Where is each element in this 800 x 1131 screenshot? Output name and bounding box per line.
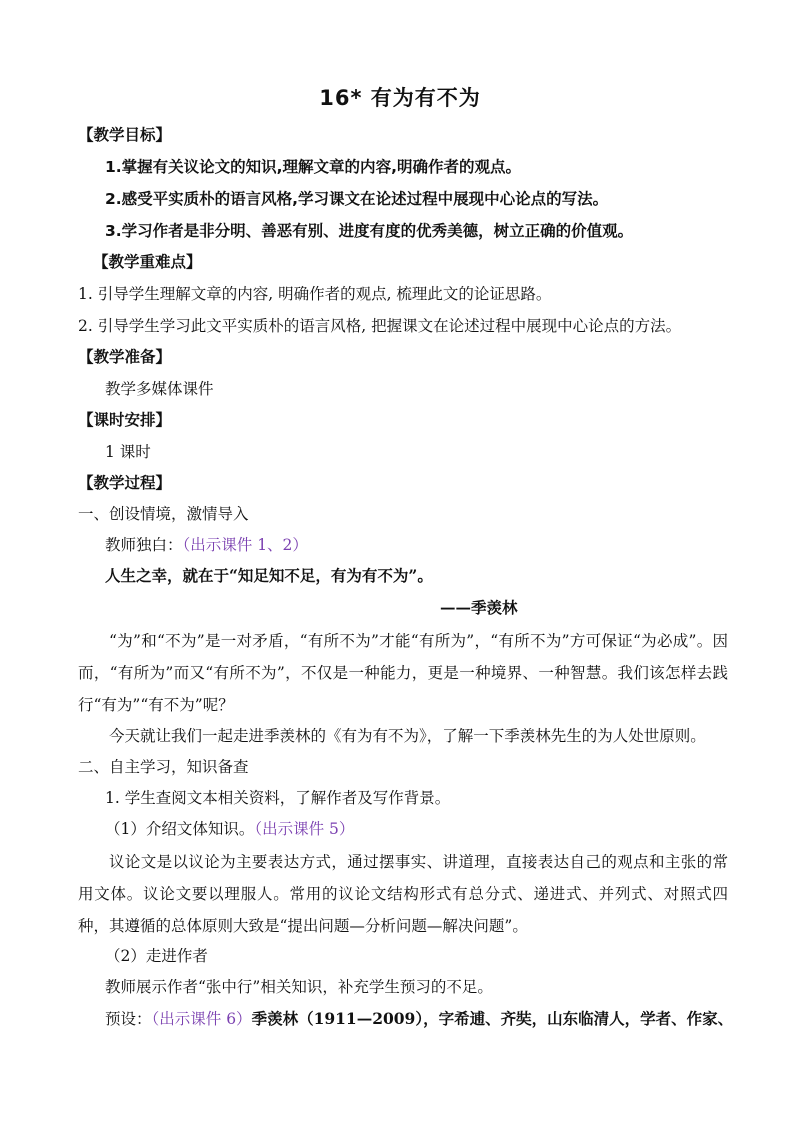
paragraph-genre: 议论文是以议论为主要表达方式，通过摆事实、讲道理，直接表达自己的观点和主张的常用文体。议论文要以理服人。常用的议论文结构形式有总分式、递进式、并列式、对照式四种，其遵循的总体原则大致是“提出问题—分析问题—解决问题”。 [78, 853, 728, 935]
teacher-monologue-line [105, 534, 308, 556]
part-heading-2: 二、自主学习，知识备查 [78, 758, 249, 776]
sub-item-2: （2）走进作者 [105, 947, 208, 965]
quote-author: ——季羡林 [440, 598, 518, 617]
page-title: 16* 有为有不为 [319, 86, 481, 110]
teacher-monologue-label: 教师独白： [105, 536, 183, 554]
section-heading-schedule: 【课时安排】 [78, 410, 172, 429]
section-heading-key-points: 【教学重难点】 [93, 252, 202, 271]
step-item-1: 1. 学生查阅文本相关资料，了解作者及写作背景。 [105, 789, 451, 807]
sub-item-1 [105, 818, 354, 840]
section-heading-prep: 【教学准备】 [78, 347, 172, 366]
slide-reference-1: （出示课件 1、2） [182, 536, 308, 554]
goal-item-1: 1.掌握有关议论文的知识,理解文章的内容,明确作者的观点。 [105, 158, 521, 176]
section-heading-goals: 【教学目标】 [78, 125, 172, 144]
author-bio: 季羡林（1911—2009），字希逋、齐奘，山东临清人，学者、作家、 [251, 1009, 734, 1028]
slide-reference-5: （出示课件 5） [254, 820, 355, 838]
paragraph-lead-in: 今天就让我们一起走进季羡林的《有为有不为》，了解一下季羡林先生的为人处世原则。 [109, 727, 706, 745]
goal-item-2: 2.感受平实质朴的语言风格,学习课文在论述过程中展现中心论点的写法。 [105, 190, 609, 208]
slide-reference-6: （出示课件 6） [151, 1010, 252, 1028]
key-point-1: 1. 引导学生理解文章的内容, 明确作者的观点, 梳理此文的论证思路。 [78, 285, 552, 303]
sub-item-1-label: （1）介绍文体知识。 [105, 820, 255, 838]
prep-item: 教学多媒体课件 [105, 380, 214, 398]
key-point-2: 2. 引导学生学习此文平实质朴的语言风格, 把握课文在论述过程中展现中心论点的方法。 [78, 317, 682, 335]
part-heading-1: 一、创设情境，激情导入 [78, 505, 249, 523]
section-heading-process: 【教学过程】 [78, 473, 172, 492]
paragraph-author-intro: 教师展示作者“张中行”相关知识，补充学生预习的不足。 [105, 978, 493, 996]
goal-item-3: 3.学习作者是非分明、善恶有别、进度有度的优秀美德，树立正确的价值观。 [105, 222, 634, 240]
preset-line [105, 1008, 733, 1030]
paragraph-intro: “为”和“不为”是一对矛盾，“有所不为”才能“有所为”，“有所不为”方可保证“为必成”。因而，“有所为”而又“有所不为”，不仅是一种能力，更是一种境界、一种智慧。我们该怎样去践行“有为”“有不为”呢？ [78, 632, 728, 714]
quote: 人生之幸，就在于“知足知不足，有为有不为”。 [105, 566, 433, 585]
preset-label: 预设： [105, 1010, 152, 1028]
schedule-item: 1 课时 [105, 443, 151, 461]
